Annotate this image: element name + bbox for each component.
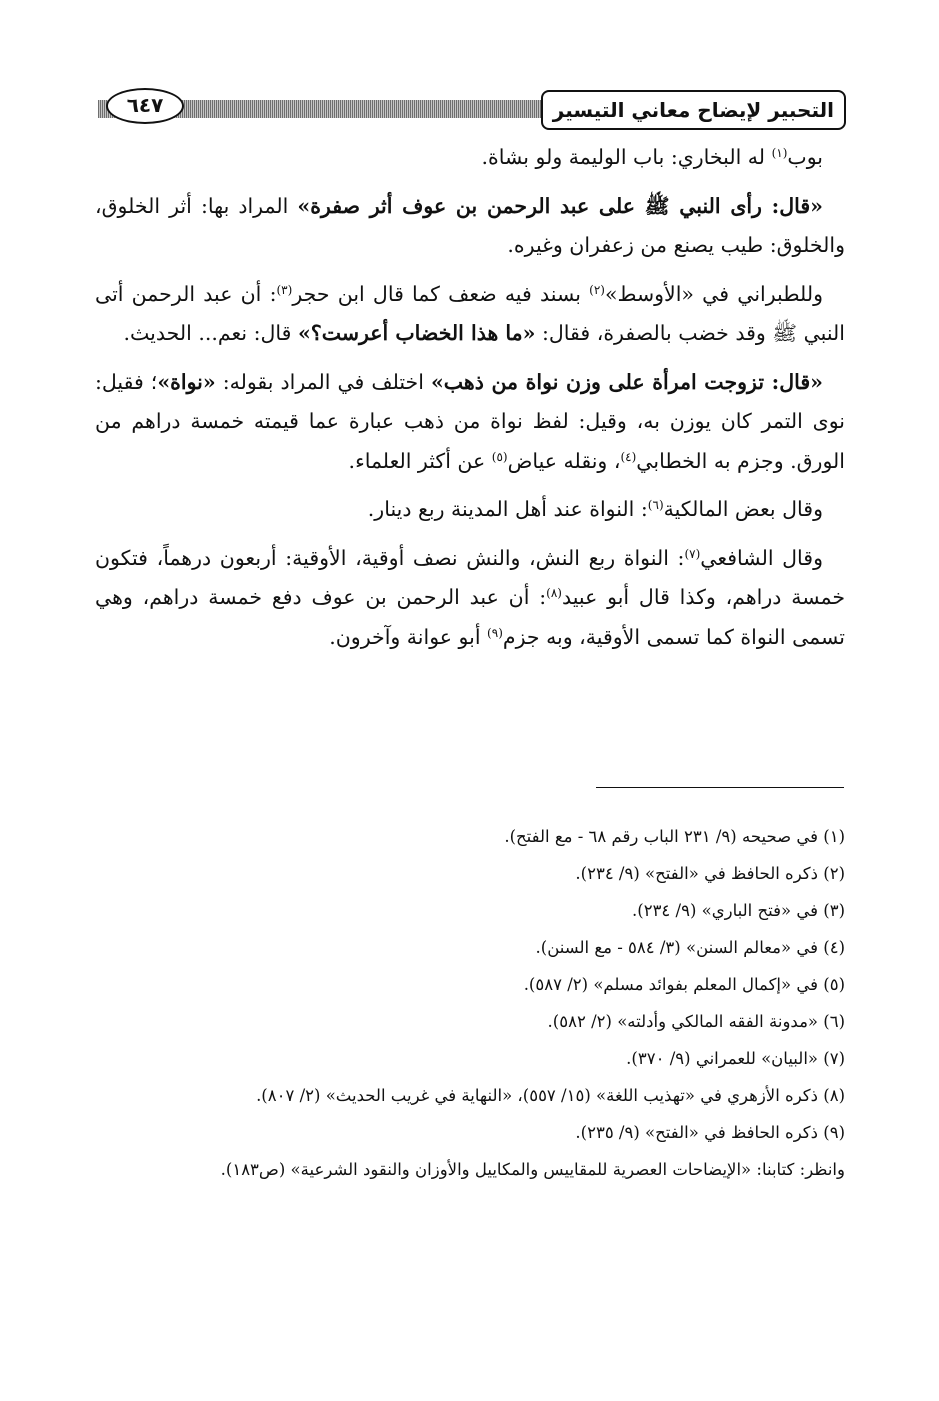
main-text (95, 138, 845, 657)
quoted-hadith: «ما هذا الخضاب أعرست؟» (298, 321, 536, 345)
text-run: : أن عبد الرحمن بن عوف دفع خمسة دراهم، وهي تسمى النواة كما تسمى الأوقية، وبه جزم (95, 585, 845, 649)
quoted-hadith: «قال: رأى النبي ﷺ على عبد الرحمن بن عوف أثر صفرة» (297, 193, 823, 218)
text-run: ، ونقله عياض (507, 448, 621, 473)
page-number: ٦٤٧ (106, 88, 184, 124)
footnote-ref: (٨) (546, 586, 562, 600)
footnote-divider (596, 787, 844, 788)
paragraph-1 (95, 138, 845, 178)
text-run: أبو عوانة وآخرون. (329, 624, 488, 649)
footnote-3: (٣) في «فتح الباري» (٩/ ٢٣٤). (632, 901, 845, 920)
footnote-ref: (٣) (276, 282, 293, 297)
footnote-5: (٥) في «إكمال المعلم بفوائد مسلم» (٢/ ٥٨٧). (523, 975, 845, 994)
footnote-ref: (٧) (684, 546, 701, 561)
text-run: : النواة ربع النش، والنش نصف أوقية، الأوقية: أربعون درهماً، فتكون خمسة دراهم، وكذا قال أبو عبيد (95, 545, 846, 609)
footnote-ref: (٦) (647, 498, 664, 512)
footnotes (95, 818, 845, 1188)
footnote-ref: (٥) (491, 449, 508, 464)
text-run: : النواة عند أهل المدينة ربع دينار. (367, 497, 648, 521)
paragraph-4 (95, 363, 845, 482)
footnote-ref: (٤) (620, 449, 637, 464)
text-run: ؛ فقيل: نوى التمر كان يوزن به، وقيل: لفظ نواة من ذهب عبارة عما قيمته خمسة دراهم من الورق. وجزم به الخطابي (95, 369, 845, 473)
book-title: التحبير لإيضاح معاني التيسير (541, 90, 846, 130)
footnote-2: (٢) ذكره الحافظ في «الفتح» (٩/ ٢٣٤). (575, 864, 845, 883)
text-run: : أن عبد الرحمن أتى النبي ﷺ وقد خضب بالصفرة، فقال: (95, 281, 845, 345)
quoted-word: «نواة» (157, 369, 216, 394)
footnote-8: (٨) ذكره الأزهري في «تهذيب اللغة» (١٥/ ٥٥٧)، «النهاية في غريب الحديث» (٢/ ٨٠٧). (256, 1086, 845, 1105)
text-run: بسند فيه ضعف كما قال ابن حجر (292, 281, 590, 306)
text-run: المراد بها: أثر الخلوق، والخلوق: طيب يصنع من زعفران وغيره. (95, 193, 845, 257)
footnote-6: (٦) «مدونة الفقه المالكي وأدلته» (٢/ ٥٨٢). (547, 1012, 845, 1031)
paragraph-6 (95, 539, 845, 658)
text-run: وللطبراني في «الأوسط» (604, 281, 823, 306)
text-run: عن أكثر العلماء. (348, 448, 492, 473)
footnote-ref: (٢) (589, 282, 605, 297)
paragraph-2 (95, 187, 845, 266)
text-run: قال: نعم... الحديث. (123, 321, 298, 345)
paragraph-3 (95, 275, 845, 354)
footnote-ref: (٩) (487, 625, 503, 640)
footnote-see-also: وانظر: كتابنا: «الإيضاحات العصرية للمقاييس والمكاييل والأوزان والنقود الشرعية» (ص١٨٣). (220, 1160, 845, 1179)
footnote-7: (٧) «البيان» للعمراني (٩/ ٣٧٠). (626, 1049, 845, 1068)
quoted-hadith: «قال: تزوجت امرأة على وزن نواة من ذهب» (430, 369, 823, 394)
paragraph-5 (95, 490, 845, 530)
text-run: وقال الشافعي (700, 545, 823, 570)
footnote-1: (١) في صحيحه (٩/ ٢٣١ الباب رقم ٦٨ - مع الفتح). (504, 827, 845, 846)
footnote-4: (٤) في «معالم السنن» (٣/ ٥٨٤ - مع السنن). (535, 938, 845, 957)
page-header (98, 88, 846, 136)
text-run: بوب (787, 145, 823, 169)
text-run: اختلف في المراد بقوله: (215, 369, 431, 394)
footnote-ref: (١) (771, 146, 788, 160)
footnote-9: (٩) ذكره الحافظ في «الفتح» (٩/ ٢٣٥). (575, 1123, 845, 1142)
text-run: له البخاري: باب الوليمة ولو بشاة. (481, 145, 772, 169)
text-run: وقال بعض المالكية (663, 497, 823, 521)
